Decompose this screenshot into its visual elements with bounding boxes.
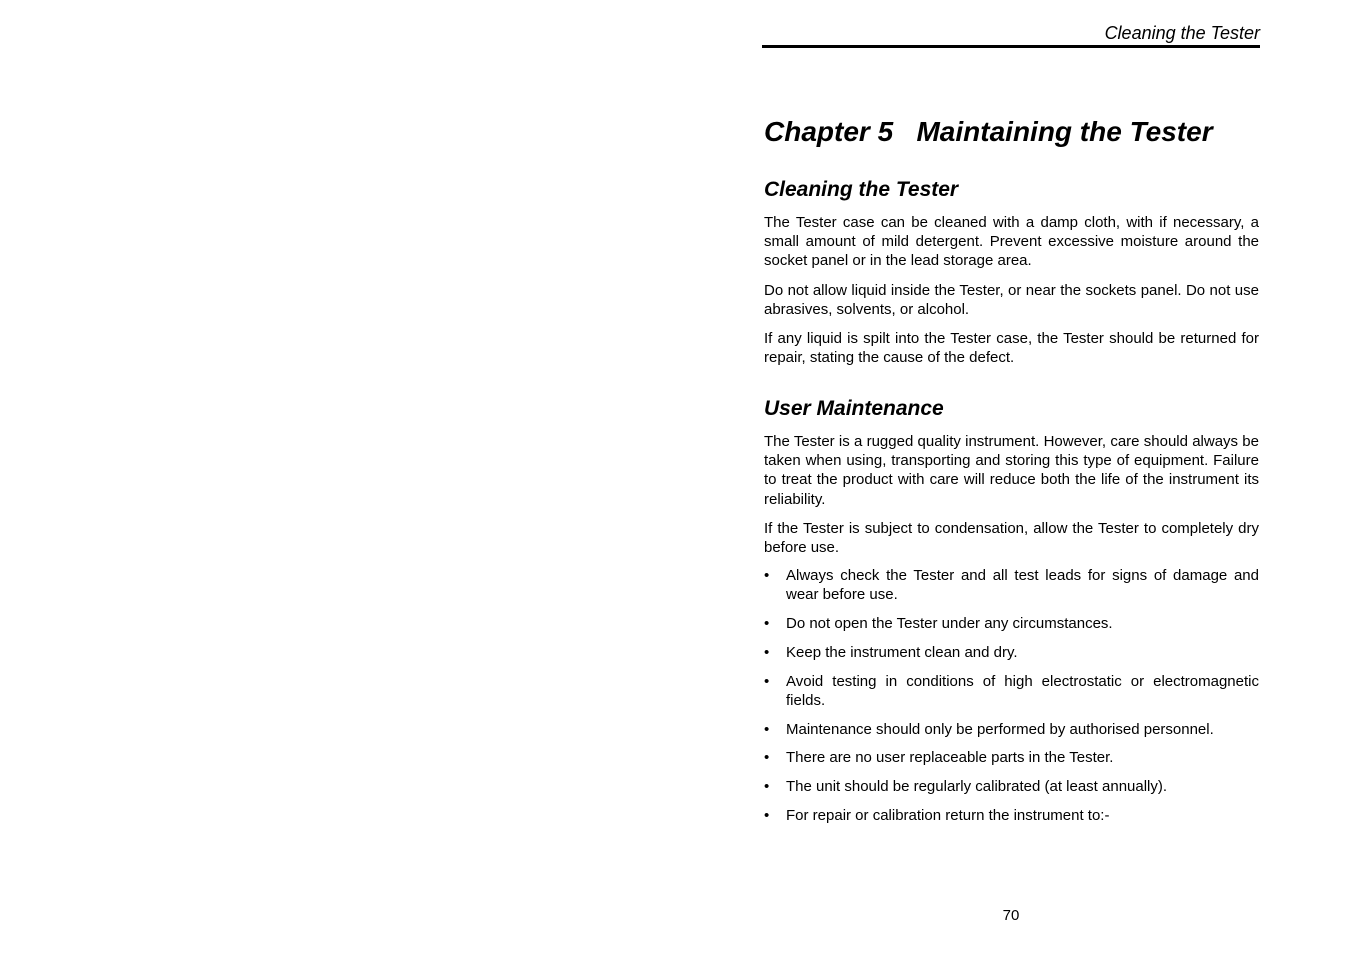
paragraph: The Tester case can be cleaned with a damp cloth, with if necessary, a small amount of mild detergent. Prevent excessive moisture around the socket panel or in the lead storage area. <box>764 214 1259 270</box>
bullet-icon: • <box>764 778 770 796</box>
list-item-text: There are no user replaceable parts in the Tester. <box>786 749 1114 767</box>
section-heading-user-maintenance: User Maintenance <box>764 397 944 420</box>
list-item-text: The unit should be regularly calibrated (at least annually). <box>786 778 1168 796</box>
chapter-title: Chapter 5 Maintaining the Tester <box>764 116 1213 147</box>
paragraph: If any liquid is spilt into the Tester case, the Tester should be returned for repair, stating the cause of the defect. <box>764 330 1259 367</box>
page-number: 70 <box>1002 907 1020 924</box>
list-item <box>764 614 1259 633</box>
list-item <box>764 777 1259 796</box>
bullet-icon: • <box>764 720 770 738</box>
list-item-text: Maintenance should only be performed by authorised personnel. <box>786 720 1214 738</box>
section-heading-cleaning: Cleaning the Tester <box>764 178 959 201</box>
paragraph: The Tester is a rugged quality instrument. However, care should always be taken when using, transporting and storing this type of equipment. Failure to treat the product with care will reduce both the life of the instrument its reliability. <box>764 433 1259 508</box>
header-rule <box>762 45 1260 48</box>
paragraph: Do not allow liquid inside the Tester, or near the sockets panel. Do not use abrasives, solvents, or alcohol. <box>764 282 1259 319</box>
bullet-icon: • <box>764 806 770 824</box>
list-item <box>764 720 1259 739</box>
bullet-icon: • <box>764 672 770 690</box>
list-item-text: For repair or calibration return the instrument to:- <box>786 806 1110 824</box>
list-item-text: Always check the Tester and all test leads for signs of damage and wear before use. <box>786 567 1259 604</box>
bullet-icon: • <box>764 643 770 661</box>
list-item-text: Avoid testing in conditions of high electrostatic or electromagnetic fields. <box>786 672 1259 709</box>
bullet-icon: • <box>764 749 770 767</box>
list-item <box>764 643 1259 662</box>
list-item <box>764 672 1259 710</box>
manual-page <box>762 0 1260 954</box>
list-item <box>764 566 1259 604</box>
list-item-text: Keep the instrument clean and dry. <box>786 643 1018 661</box>
paragraph: If the Tester is subject to condensation, allow the Tester to completely dry before use. <box>764 520 1259 557</box>
running-header: Cleaning the Tester <box>1104 23 1260 43</box>
blank-left-page <box>0 0 675 954</box>
maintenance-bullet-list <box>764 566 1259 835</box>
list-item <box>764 806 1259 825</box>
bullet-icon: • <box>764 567 770 584</box>
list-item <box>764 748 1259 767</box>
bullet-icon: • <box>764 615 770 632</box>
list-item-text: Do not open the Tester under any circumstances. <box>786 615 1113 632</box>
